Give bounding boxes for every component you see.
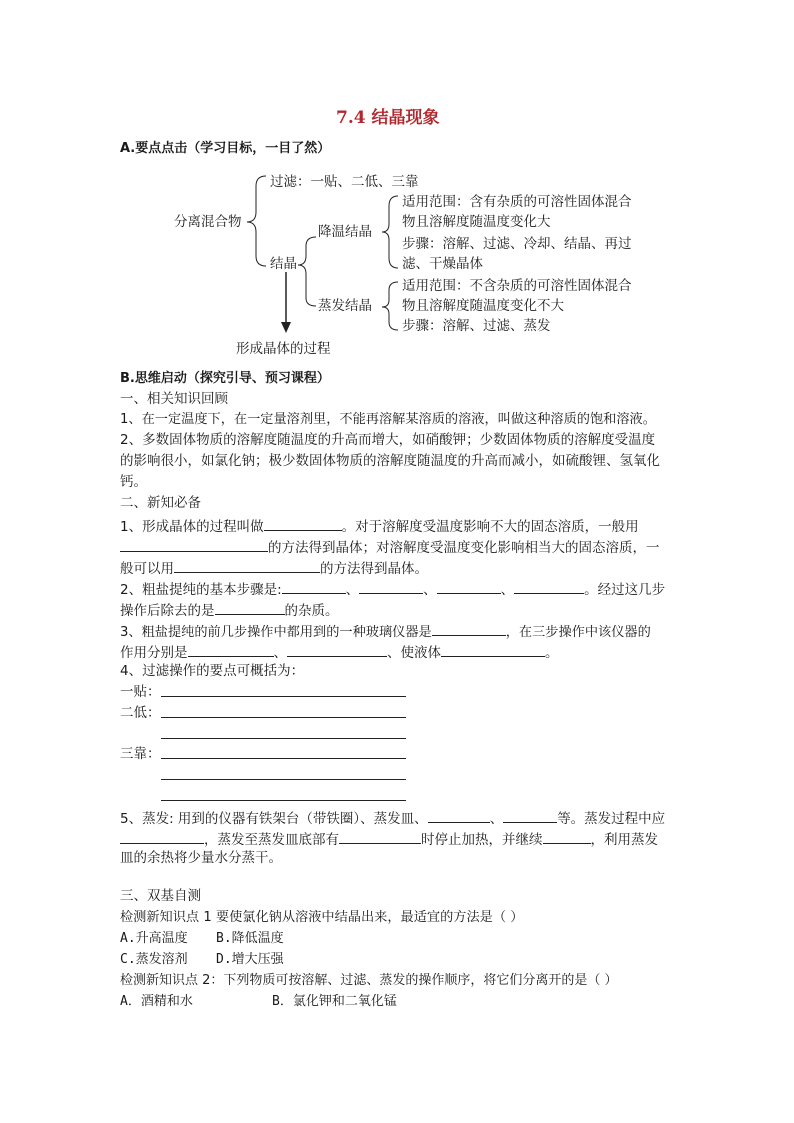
test-2-stem: 检测新知识点 2：下列物质可按溶解、过滤、蒸发的操作顺序，将它们分离开的是（ ） — [120, 973, 618, 988]
answer-blank[interactable] — [339, 831, 421, 844]
new-1-line-3 — [120, 560, 428, 577]
test-1-stem: 检测新知识点 1 要使氯化钠从溶液中结晶出来，最适宜的方法是（ ） — [120, 910, 524, 925]
main-brace — [247, 176, 266, 266]
new-4-title: 4、过滤操作的要点可概括为： — [120, 663, 305, 679]
arrow-label: 形成晶体的过程 — [236, 341, 331, 357]
new-3-text-c: 作用分别是 — [120, 645, 188, 661]
diagram-evap: 蒸发结晶 — [318, 298, 372, 314]
answer-blank[interactable] — [120, 539, 268, 552]
answer-line[interactable] — [161, 696, 406, 697]
arrow-head — [281, 322, 291, 333]
test-1-option-b[interactable]: B.降低温度 — [216, 931, 284, 946]
evap-line-3: 步骤：溶解、过滤、蒸发 — [402, 318, 551, 334]
new-3-line-2 — [120, 644, 559, 661]
cooling-line-4: 滤、干燥晶体 — [402, 256, 483, 272]
new-3-text-b: ，在三步操作中该仪器的 — [505, 625, 651, 640]
answer-blank[interactable] — [174, 560, 320, 573]
answer-blank[interactable] — [287, 644, 387, 657]
part1-title: 一、相关知识回顾 — [120, 391, 228, 407]
new-1-line-1 — [120, 518, 639, 535]
separator: 、 — [273, 645, 287, 661]
diagram-root: 分离混合物 — [174, 214, 242, 230]
answer-blank[interactable] — [215, 602, 285, 615]
new-1-text-b: 。对于溶解度受温度影响不大的固态溶质，一般用 — [341, 519, 639, 535]
new-2-text-b: 操作后除去的是 — [120, 603, 215, 619]
new-2-text-end: 。经过这几步 — [584, 582, 666, 598]
diagram-crystal: 结晶 — [270, 256, 297, 272]
new-3-line-1 — [120, 623, 651, 639]
answer-blank[interactable] — [359, 581, 423, 594]
answer-blank[interactable] — [514, 581, 584, 594]
answer-blank[interactable] — [543, 831, 591, 844]
new-5-line-1 — [120, 810, 665, 827]
answer-line[interactable] — [161, 717, 406, 718]
new-5-line-3: 皿的余热将少量水分蒸干。 — [120, 850, 282, 866]
cooling-line-2: 物且溶解度随温度变化大 — [402, 214, 551, 230]
cooling-brace — [382, 196, 398, 268]
separator: 、 — [345, 582, 360, 598]
new-3-text-a: 3、粗盐提纯的前几步操作中都用到的一种玻璃仪器是 — [120, 625, 432, 640]
separator: 、 — [500, 582, 515, 598]
answer-line[interactable] — [161, 779, 406, 780]
evap-brace — [382, 282, 398, 330]
new-2-text-c: 的杂质。 — [284, 603, 339, 619]
answer-line[interactable] — [161, 758, 406, 759]
new-3-text-e: 。 — [545, 645, 559, 661]
new-2-line-1 — [120, 581, 665, 598]
new-5-text-d: 时停止加热，并继续 — [421, 832, 543, 848]
new-5-text-e: ，利用蒸发 — [590, 832, 658, 848]
answer-blank[interactable] — [120, 831, 204, 844]
new-5-text-c: ，蒸发至蒸发皿底部有 — [204, 832, 339, 848]
test-1-option-a[interactable]: A.升高温度 — [120, 931, 188, 946]
answer-blank[interactable] — [437, 581, 501, 594]
crystal-brace — [298, 237, 316, 306]
new-5-text-b: 等。蒸发过程中应 — [557, 811, 666, 827]
new-1-text-e: 的方法得到晶体。 — [320, 561, 428, 577]
new-1-text-c: 的方法得到晶体；对溶解度受温度变化影响相当大的固态溶质，一 — [268, 540, 660, 556]
question-2-line-1: 2、多数固体物质的溶解度随温度的升高而增大，如硝酸钾；少数固体物质的溶解度受温度 — [120, 432, 656, 448]
answer-line[interactable] — [161, 800, 406, 801]
test-2-option-b[interactable]: B．氯化钾和二氧化锰 — [272, 994, 397, 1009]
test-1-option-c[interactable]: C.蒸发溶剂 — [120, 952, 188, 967]
answer-blank[interactable] — [503, 810, 557, 823]
section-b-heading: B.思维启动（探究引导、预习课程） — [120, 371, 330, 386]
evap-line-1: 适用范围：不含杂质的可溶性固体混合 — [402, 278, 632, 294]
test-1-option-d[interactable]: D.增大压强 — [216, 952, 284, 967]
evap-line-2: 物且溶解度随温度变化不大 — [402, 298, 564, 314]
question-2-line-2: 的影响很小，如氯化钠；极少数固体物质的溶解度随温度的升高而减小，如硫酸锂、氢氧化 — [120, 453, 660, 469]
answer-line[interactable] — [161, 738, 406, 739]
answer-blank[interactable] — [441, 644, 545, 657]
new-5-line-2 — [120, 831, 658, 848]
question-2-line-3: 钙。 — [120, 474, 147, 490]
question-1: 1、在一定温度下，在一定量溶剂里，不能再溶解某溶质的溶液，叫做这种溶质的饱和溶液。 — [120, 412, 656, 427]
cooling-line-3: 步骤：溶解、过滤、冷却、结晶、再过 — [402, 236, 632, 252]
new-4-label-1: 一贴： — [120, 684, 161, 700]
new-2-text-a: 2、粗盐提纯的基本步骤是: — [120, 582, 282, 598]
page-title: 7.4 结晶现象 — [336, 108, 440, 128]
new-3-text-d: 、使液体 — [387, 645, 441, 661]
diagram-cooling: 降温结晶 — [318, 224, 372, 240]
separator: 、 — [423, 582, 437, 598]
new-5-text-a: 5、蒸发: 用到的仪器有铁架台（带铁圈）、蒸发皿、 — [120, 811, 428, 827]
new-1-text-d: 般可以用 — [120, 561, 174, 577]
separator: 、 — [489, 811, 504, 827]
answer-blank[interactable] — [282, 581, 346, 594]
section-a-heading: A.要点点击（学习目标，一目了然） — [120, 141, 331, 156]
test-2-option-a[interactable]: A．酒精和水 — [120, 994, 193, 1009]
new-4-label-3: 三靠： — [120, 746, 161, 762]
new-2-line-2 — [120, 602, 339, 619]
part2-title: 二、新知必备 — [120, 495, 201, 511]
new-1-line-2 — [120, 539, 660, 556]
answer-blank[interactable] — [432, 623, 506, 636]
new-1-text-a: 1、形成晶体的过程叫做 — [120, 519, 264, 535]
answer-blank[interactable] — [264, 518, 342, 531]
diagram-filter: 过滤：一贴、二低、三靠 — [270, 174, 419, 190]
answer-blank[interactable] — [188, 644, 274, 657]
cooling-line-1: 适用范围：含有杂质的可溶性固体混合 — [402, 194, 632, 210]
new-4-label-2: 二低： — [120, 705, 161, 721]
answer-blank[interactable] — [428, 810, 490, 823]
part3-title: 三、双基自测 — [120, 888, 201, 904]
